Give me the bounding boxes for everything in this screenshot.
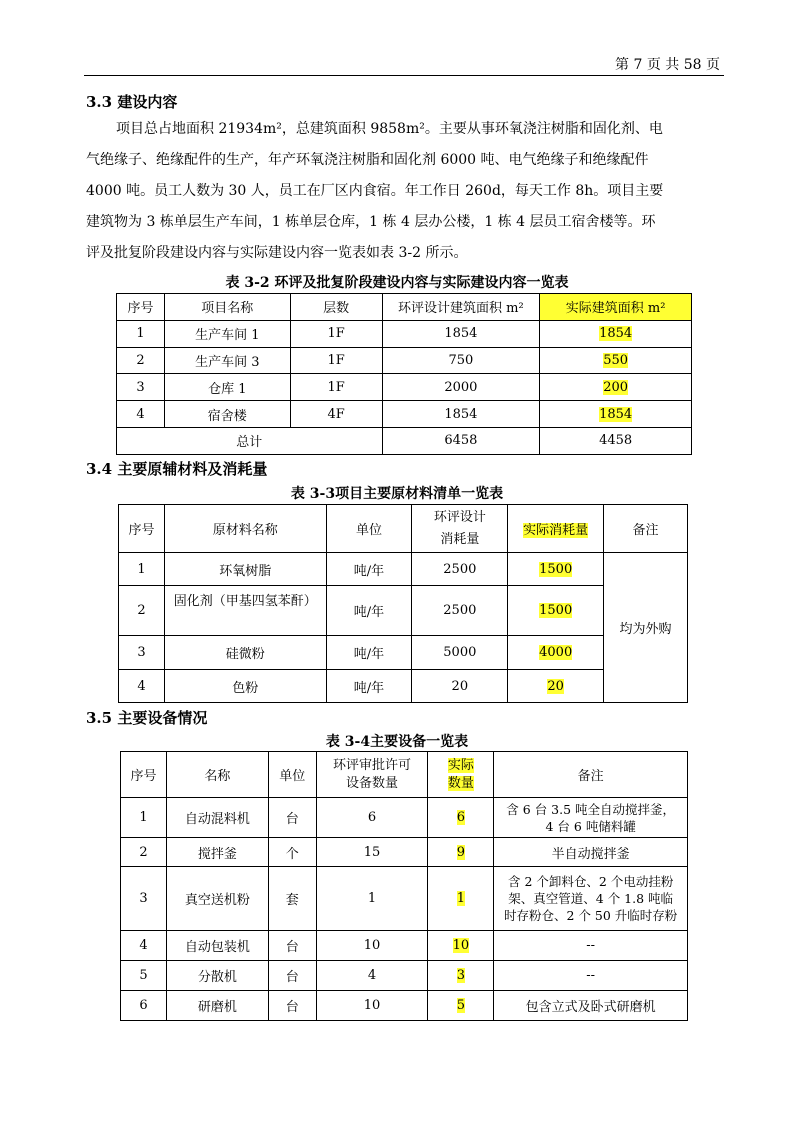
note-cell: 包含立式及卧式研磨机 bbox=[494, 991, 688, 1021]
table-cell: 2500 bbox=[412, 553, 508, 586]
table-cell: 5 bbox=[121, 961, 167, 991]
table-cell: 宿舍楼 bbox=[164, 401, 290, 428]
table-cell: 自动包装机 bbox=[166, 931, 268, 961]
table-cell: 1F bbox=[290, 374, 382, 401]
header-line: 设备数量 bbox=[346, 775, 399, 791]
table-row bbox=[121, 867, 688, 931]
highlighted-value: 6 bbox=[456, 810, 466, 825]
note-cell bbox=[494, 798, 688, 838]
column-header: 序号 bbox=[121, 752, 167, 798]
table-caption: 表 3-3项目主要原材料清单一览表 bbox=[290, 486, 504, 502]
table-row bbox=[121, 961, 688, 991]
highlighted-header: 实际消耗量 bbox=[523, 523, 589, 538]
highlighted-value: 1 bbox=[456, 891, 466, 906]
table-cell: 750 bbox=[382, 347, 540, 374]
highlighted-value: 1500 bbox=[539, 561, 573, 577]
table-cell: 4 bbox=[119, 670, 165, 703]
table-cell bbox=[508, 553, 604, 586]
paragraph-line: 项目总占地面积 21934m²，总建筑面积 9858m²。主要从事环氧浇注树脂和固化剂、电 bbox=[116, 121, 663, 137]
table-cell: 15 bbox=[316, 838, 428, 867]
table-cell: 1 bbox=[316, 867, 428, 931]
column-header bbox=[508, 505, 604, 553]
header-line: 消耗量 bbox=[440, 531, 480, 547]
paragraph-line: 建筑物为 3 栋单层生产车间，1 栋单层仓库，1 栋 4 层办公楼，1 栋 4 层员工宿舍楼等。环 bbox=[86, 214, 656, 230]
table-cell: 2 bbox=[117, 347, 165, 374]
table-row bbox=[117, 347, 692, 374]
table-row bbox=[117, 374, 692, 401]
table-cell: 1 bbox=[121, 798, 167, 838]
table-cell: 真空送机粉 bbox=[166, 867, 268, 931]
table-row bbox=[119, 670, 688, 703]
table-cell: 硅微粉 bbox=[164, 636, 326, 670]
construction-content-table bbox=[116, 293, 692, 455]
paragraph-line: 评及批复阶段建设内容与实际建设内容一览表如表 3-2 所示。 bbox=[86, 245, 468, 261]
table-cell bbox=[508, 636, 604, 670]
section-heading-3-4: 3.4 主要原辅材料及消耗量 bbox=[86, 460, 268, 478]
highlighted-value: 1500 bbox=[539, 603, 573, 618]
highlighted-value: 5 bbox=[456, 998, 466, 1013]
table-cell: 1854 bbox=[382, 320, 540, 347]
column-header: 单位 bbox=[326, 505, 412, 553]
table-cell: 色粉 bbox=[164, 670, 326, 703]
paragraph-line: 4000 吨。员工人数为 30 人，员工在厂区内食宿。年工作日 260d，每天工作 8h。项目主要 bbox=[86, 183, 664, 199]
table-cell: 3 bbox=[121, 867, 167, 931]
highlighted-value: 10 bbox=[452, 938, 470, 953]
section-heading-3-5: 3.5 主要设备情况 bbox=[86, 709, 208, 727]
table-row bbox=[119, 586, 688, 636]
column-header: 实际建筑面积 m² bbox=[540, 294, 692, 321]
section-heading-3-3: 3.3 建设内容 bbox=[86, 93, 178, 111]
table-cell: 吨/年 bbox=[326, 636, 412, 670]
table-cell: 个 bbox=[268, 838, 316, 867]
table-header-row bbox=[119, 505, 688, 553]
page-header bbox=[84, 52, 724, 76]
total-label: 总计 bbox=[117, 427, 383, 454]
table-cell bbox=[540, 401, 692, 428]
table-cell bbox=[540, 320, 692, 347]
table-header-row bbox=[117, 294, 692, 321]
highlighted-value: 200 bbox=[603, 379, 629, 395]
column-header: 项目名称 bbox=[164, 294, 290, 321]
highlighted-header: 实际 bbox=[447, 757, 474, 773]
table-cell: 固化剂（甲基四氢苯酐） bbox=[164, 586, 326, 636]
table-header-row bbox=[121, 752, 688, 798]
column-header: 备注 bbox=[494, 752, 688, 798]
table-row bbox=[121, 838, 688, 867]
table-cell: 3 bbox=[119, 636, 165, 670]
table-cell bbox=[428, 961, 494, 991]
highlighted-value: 1854 bbox=[599, 326, 633, 342]
table-cell: 20 bbox=[412, 670, 508, 703]
note-line: 含 6 台 3.5 吨全自动搅拌釜， bbox=[506, 801, 676, 817]
table-cell: 3 bbox=[117, 374, 165, 401]
table-cell: 4 bbox=[117, 401, 165, 428]
table-cell: 2 bbox=[119, 586, 165, 636]
table-cell: 4 bbox=[316, 961, 428, 991]
table-caption: 表 3-2 环评及批复阶段建设内容与实际建设内容一览表 bbox=[225, 275, 569, 291]
note-line: 时存粉仓、2 个 50 升临时存粉 bbox=[504, 908, 678, 923]
column-header: 原材料名称 bbox=[164, 505, 326, 553]
header-line: 环评设计 bbox=[433, 509, 486, 525]
table-cell: 套 bbox=[268, 867, 316, 931]
table-cell bbox=[508, 586, 604, 636]
table-cell: 仓库 1 bbox=[164, 374, 290, 401]
equipment-table bbox=[120, 751, 688, 1021]
table-cell: 2 bbox=[121, 838, 167, 867]
table-cell: 台 bbox=[268, 961, 316, 991]
table-cell: 搅拌釜 bbox=[166, 838, 268, 867]
table-cell bbox=[428, 798, 494, 838]
table-cell bbox=[428, 867, 494, 931]
table-total-row bbox=[117, 427, 692, 454]
highlighted-value: 4000 bbox=[539, 645, 573, 660]
table-cell: 吨/年 bbox=[326, 586, 412, 636]
highlighted-value: 1854 bbox=[599, 406, 633, 422]
highlighted-value: 20 bbox=[547, 678, 564, 694]
column-header: 单位 bbox=[268, 752, 316, 798]
column-header: 名称 bbox=[166, 752, 268, 798]
table-cell: 自动混料机 bbox=[166, 798, 268, 838]
table-cell: 台 bbox=[268, 931, 316, 961]
note-cell: -- bbox=[494, 931, 688, 961]
table-cell bbox=[428, 838, 494, 867]
table-cell: 吨/年 bbox=[326, 670, 412, 703]
table-cell: 台 bbox=[268, 798, 316, 838]
column-header: 环评设计建筑面积 m² bbox=[382, 294, 540, 321]
note-cell: -- bbox=[494, 961, 688, 991]
table-cell: 4458 bbox=[540, 427, 692, 454]
table-cell: 4F bbox=[290, 401, 382, 428]
table-cell: 6458 bbox=[382, 427, 540, 454]
body-paragraph bbox=[86, 114, 722, 269]
table-cell: 5000 bbox=[412, 636, 508, 670]
table-cell: 2000 bbox=[382, 374, 540, 401]
highlighted-value: 9 bbox=[456, 844, 466, 860]
note-cell: 均为外购 bbox=[604, 553, 688, 703]
note-line: 4 台 6 吨储料罐 bbox=[545, 818, 636, 834]
table-cell bbox=[540, 374, 692, 401]
column-header: 序号 bbox=[117, 294, 165, 321]
table-row bbox=[121, 798, 688, 838]
table-cell: 4 bbox=[121, 931, 167, 961]
note-line: 架、真空管道、4 个 1.8 吨临 bbox=[508, 891, 674, 906]
table-cell: 吨/年 bbox=[326, 553, 412, 586]
table-row bbox=[119, 636, 688, 670]
table-cell: 10 bbox=[316, 991, 428, 1021]
table-cell: 1F bbox=[290, 320, 382, 347]
highlighted-header: 数量 bbox=[447, 775, 474, 791]
table-cell bbox=[508, 670, 604, 703]
table-cell: 分散机 bbox=[166, 961, 268, 991]
highlighted-value: 550 bbox=[603, 352, 629, 368]
header-line: 环评审批许可 bbox=[333, 757, 412, 773]
highlighted-value: 3 bbox=[456, 968, 466, 983]
column-header: 层数 bbox=[290, 294, 382, 321]
table-cell: 10 bbox=[316, 931, 428, 961]
column-header bbox=[428, 752, 494, 798]
table-cell: 6 bbox=[316, 798, 428, 838]
table-caption: 表 3-4主要设备一览表 bbox=[325, 734, 469, 750]
page-number: 第 7 页 共 58 页 bbox=[615, 57, 720, 73]
column-header: 备注 bbox=[604, 505, 688, 553]
note-cell: 半自动搅拌釜 bbox=[494, 838, 688, 867]
note-line: 含 2 个卸料仓、2 个电动挂粉 bbox=[508, 874, 674, 889]
table-row bbox=[121, 931, 688, 961]
table-cell: 1 bbox=[119, 553, 165, 586]
column-header: 序号 bbox=[119, 505, 165, 553]
table-cell: 2500 bbox=[412, 586, 508, 636]
table-row bbox=[121, 991, 688, 1021]
table-cell bbox=[428, 991, 494, 1021]
table-cell: 1 bbox=[117, 320, 165, 347]
table-cell: 1854 bbox=[382, 401, 540, 428]
note-cell bbox=[494, 867, 688, 931]
table-cell: 6 bbox=[121, 991, 167, 1021]
column-header bbox=[412, 505, 508, 553]
table-cell: 台 bbox=[268, 991, 316, 1021]
raw-materials-table bbox=[118, 504, 688, 703]
table-row bbox=[119, 553, 688, 586]
table-row bbox=[117, 401, 692, 428]
table-cell bbox=[540, 347, 692, 374]
table-cell: 1F bbox=[290, 347, 382, 374]
table-cell: 生产车间 3 bbox=[164, 347, 290, 374]
paragraph-line: 气绝缘子、绝缘配件的生产，年产环氧浇注树脂和固化剂 6000 吨、电气绝缘子和绝缘配件 bbox=[86, 152, 649, 168]
table-cell: 研磨机 bbox=[166, 991, 268, 1021]
table-row bbox=[117, 320, 692, 347]
column-header bbox=[316, 752, 428, 798]
table-cell bbox=[428, 931, 494, 961]
table-cell: 环氧树脂 bbox=[164, 553, 326, 586]
table-cell: 生产车间 1 bbox=[164, 320, 290, 347]
